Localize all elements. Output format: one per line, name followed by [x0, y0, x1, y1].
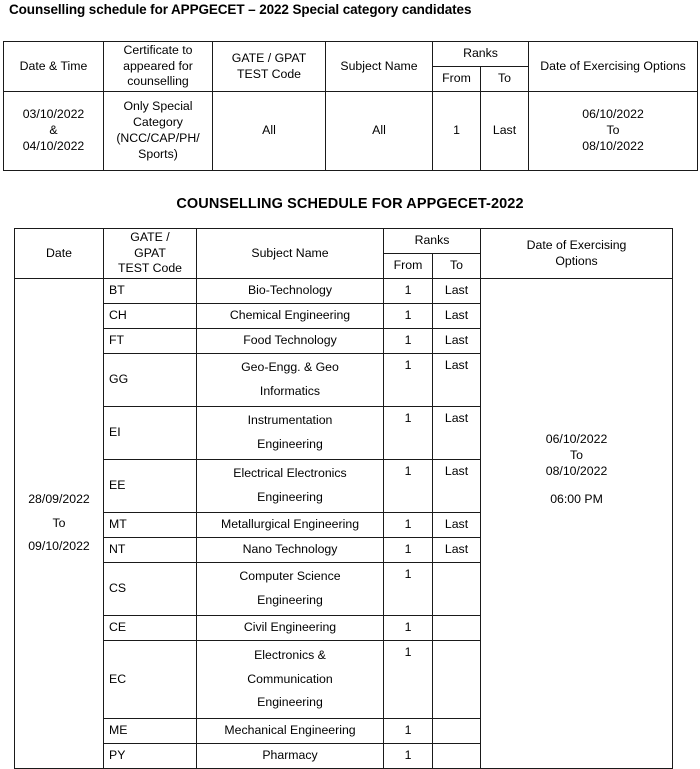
- cell-rank-to: [433, 563, 481, 616]
- cell-options-date: [481, 279, 673, 769]
- cell-subject-name: Pharmacy: [197, 744, 384, 769]
- th2-subject-name: Subject Name: [197, 229, 384, 279]
- cell-rank-from: 1: [384, 354, 433, 407]
- cell-rank-from: 1: [384, 407, 433, 460]
- certificate-line-1: Only Special: [123, 99, 193, 114]
- cell-subject-name: Civil Engineering: [197, 616, 384, 641]
- cell-rank-to: [433, 744, 481, 769]
- subject-line-1: Computer Science: [239, 569, 341, 584]
- th2-options: [481, 229, 673, 279]
- section-title: COUNSELLING SCHEDULE FOR APPGECET-2022: [176, 196, 524, 212]
- cell-certificate: [104, 92, 213, 171]
- cell-rank-to: Last: [433, 354, 481, 407]
- options-line-2: To: [606, 123, 620, 137]
- subject-line-1: Instrumentation: [247, 413, 333, 428]
- cell-test-code: EE: [104, 460, 197, 513]
- subject-line-3: Engineering: [257, 695, 323, 710]
- cell-rank-to: Last: [433, 279, 481, 304]
- cell-subject-name: Mechanical Engineering: [197, 719, 384, 744]
- cell-rank-from: 1: [384, 641, 433, 719]
- date-time-line-3: 04/10/2022: [22, 138, 85, 153]
- cell-subject-name: [197, 641, 384, 719]
- th-certificate: Certificate to appeared for counselling: [104, 42, 213, 92]
- cell-test-code: BT: [104, 279, 197, 304]
- cell-test-code: NT: [104, 538, 197, 563]
- cell-rank-to: Last: [481, 92, 529, 171]
- cell-subject-name: [197, 460, 384, 513]
- options-spacer: [483, 480, 670, 491]
- cell-test-code: GG: [104, 354, 197, 407]
- cell-subject-name: [197, 354, 384, 407]
- cell-rank-from: 1: [384, 744, 433, 769]
- cell-rank-to: [433, 616, 481, 641]
- cell-rank-to: Last: [433, 513, 481, 538]
- certificate-line-2: Category: [133, 115, 183, 130]
- cell-options-date: [529, 92, 698, 171]
- cell-subject-name: All: [326, 92, 433, 171]
- cell-rank-from: 1: [384, 616, 433, 641]
- th-test-code: GATE / GPAT TEST Code: [213, 42, 326, 92]
- cell-date-range: [15, 279, 104, 769]
- options-line-1: 06/10/2022: [545, 432, 608, 446]
- th2-ranks-to: To: [433, 254, 481, 279]
- options-line-1: 06/10/2022: [582, 107, 644, 122]
- cell-test-code: FT: [104, 329, 197, 354]
- cell-rank-to: Last: [433, 329, 481, 354]
- options-line-3: 08/10/2022: [545, 464, 608, 479]
- cell-test-code: All: [213, 92, 326, 171]
- date-time-line-1: 03/10/2022: [22, 107, 85, 122]
- th2-options-line-1: Date of Exercising: [526, 237, 627, 252]
- subject-line-1: Geo-Engg. & Geo: [241, 360, 339, 375]
- special-category-schedule-table: [3, 41, 698, 171]
- cell-subject-name: Chemical Engineering: [197, 304, 384, 329]
- cell-subject-name: Bio-Technology: [197, 279, 384, 304]
- date-range-line-1: 28/09/2022: [28, 491, 90, 506]
- th2-test-code: [104, 229, 197, 279]
- th2-test-code-line-3: TEST Code: [117, 261, 183, 276]
- cell-rank-from: 1: [433, 92, 481, 171]
- th2-test-code-line-2: GPAT: [134, 245, 166, 260]
- cell-rank-to: [433, 641, 481, 719]
- cell-date-time: [4, 92, 104, 171]
- subject-line-2: Informatics: [259, 384, 321, 398]
- cell-test-code: CH: [104, 304, 197, 329]
- table-row: [15, 279, 673, 304]
- cell-rank-to: Last: [433, 538, 481, 563]
- cell-rank-from: 1: [384, 329, 433, 354]
- cell-test-code: MT: [104, 513, 197, 538]
- th-ranks: Ranks: [433, 42, 529, 67]
- options-time: 06:00 PM: [550, 491, 603, 506]
- subject-line-2: Engineering: [257, 490, 323, 504]
- cell-test-code: ME: [104, 719, 197, 744]
- th2-options-line-2: Options: [555, 253, 598, 268]
- cell-test-code: CS: [104, 563, 197, 616]
- certificate-line-3: (NCC/CAP/PH/: [116, 131, 200, 145]
- th-ranks-to: To: [481, 67, 529, 92]
- cell-subject-name: Nano Technology: [197, 538, 384, 563]
- options-line-3: 08/10/2022: [582, 138, 644, 153]
- subject-line-2: Communication: [247, 671, 333, 686]
- cell-rank-from: 1: [384, 304, 433, 329]
- cell-rank-from: 1: [384, 538, 433, 563]
- cell-subject-name: [197, 407, 384, 460]
- date-time-line-2: &: [49, 123, 58, 137]
- cell-test-code: PY: [104, 744, 197, 769]
- date-range-line-3: 09/10/2022: [28, 539, 90, 554]
- th-date-time: Date & Time: [4, 42, 104, 92]
- cell-rank-to: Last: [433, 304, 481, 329]
- cell-rank-to: [433, 719, 481, 744]
- subject-line-2: Engineering: [257, 593, 323, 607]
- date-range-line-2: To: [52, 515, 66, 530]
- page-title: Counselling schedule for APPGECET – 2022 Special category candidates: [9, 2, 472, 17]
- cell-rank-from: 1: [384, 460, 433, 513]
- counselling-schedule-table: [14, 228, 673, 769]
- cell-subject-name: [197, 563, 384, 616]
- cell-test-code: CE: [104, 616, 197, 641]
- cell-rank-to: Last: [433, 407, 481, 460]
- cell-test-code: EI: [104, 407, 197, 460]
- th2-ranks: Ranks: [384, 229, 481, 254]
- table-two-header-row: [15, 229, 673, 254]
- th-options-date: Date of Exercising Options: [529, 42, 698, 92]
- th-ranks-from: From: [433, 67, 481, 92]
- cell-subject-name: Metallurgical Engineering: [197, 513, 384, 538]
- subject-line-1: Electrical Electronics: [233, 466, 347, 481]
- th-subject-name: Subject Name: [326, 42, 433, 92]
- cell-rank-from: 1: [384, 719, 433, 744]
- subject-line-1: Electronics &: [254, 647, 326, 662]
- th2-ranks-from: From: [384, 254, 433, 279]
- table-one-header-row: [4, 42, 698, 67]
- th2-date: Date: [15, 229, 104, 279]
- cell-rank-to: Last: [433, 460, 481, 513]
- certificate-line-4: Sports): [138, 146, 178, 161]
- cell-rank-from: 1: [384, 513, 433, 538]
- cell-rank-from: 1: [384, 563, 433, 616]
- options-line-2: To: [570, 448, 584, 463]
- table-row: [4, 92, 698, 171]
- cell-subject-name: Food Technology: [197, 329, 384, 354]
- subject-line-2: Engineering: [257, 437, 323, 451]
- cell-test-code: EC: [104, 641, 197, 719]
- cell-rank-from: 1: [384, 279, 433, 304]
- th2-test-code-line-1: GATE /: [130, 229, 170, 244]
